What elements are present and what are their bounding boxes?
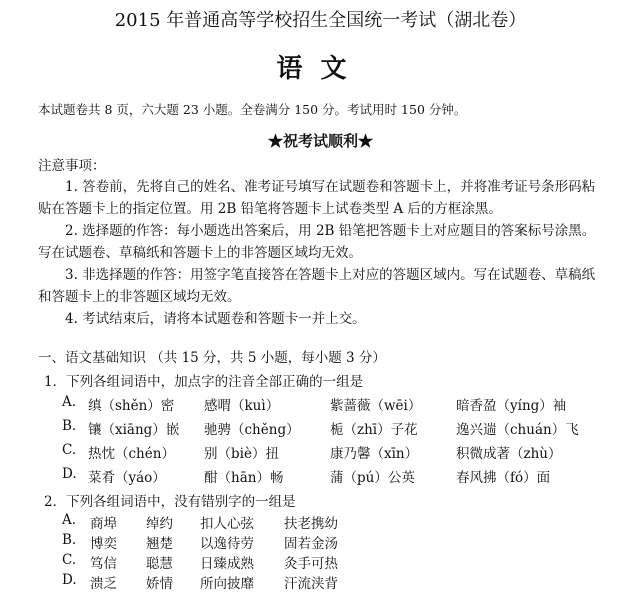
- section-1-heading: 一、语文基础知识 （共 15 分，共 5 小题，每小题 3 分）: [38, 350, 386, 366]
- option-word: 以逸待劳: [200, 536, 254, 552]
- exam-intro: 本试题卷共 8 页，六大题 23 小题。全卷满分 150 分。考试用时 150 分钟。: [38, 102, 467, 117]
- option-term: 热忱（chén）: [88, 446, 175, 462]
- option-word: 娇情: [146, 576, 173, 592]
- option-label: D.: [62, 466, 77, 482]
- option-term: 逸兴遄（chuán）飞: [456, 422, 579, 438]
- option-term: 酣（hān）畅: [204, 470, 284, 486]
- option-label: C.: [62, 442, 77, 458]
- option-term: 蒲（pú）公英: [330, 470, 415, 486]
- option-word: 博奕: [90, 536, 117, 552]
- exam-title: 2015 年普通高等学校招生全国统一考试（湖北卷）: [114, 10, 527, 31]
- question-2-stem: 2．下列各组词语中，没有错别字的一组是: [44, 494, 296, 510]
- option-term: 春风拂（fó）面: [456, 470, 551, 486]
- option-term: 镶（xiāng）嵌: [88, 422, 180, 438]
- option-term: 感喟（kuì）: [204, 398, 280, 414]
- option-term: 康乃馨（xīn）: [330, 446, 419, 462]
- option-label: D.: [62, 572, 77, 588]
- option-term: 积微成著（zhù）: [456, 446, 562, 462]
- option-term: 紫蔷薇（wēi）: [330, 398, 422, 414]
- option-word: 灸手可热: [284, 556, 338, 572]
- option-word: 笃信: [90, 556, 117, 572]
- option-word: 溃乏: [90, 576, 117, 592]
- option-term: 别（biè）扭: [204, 446, 279, 462]
- option-word: 所向披靡: [200, 576, 254, 592]
- option-word: 汗流浃背: [284, 576, 338, 592]
- option-label: B.: [62, 532, 77, 548]
- option-label: C.: [62, 552, 77, 568]
- option-term: 驰骋（chěng）: [204, 422, 300, 438]
- good-luck-banner: ★祝考试顺利★: [267, 132, 373, 150]
- notice-item-2: 2. 选择题的作答：每小题选出答案后，用 2B 铅笔把答题卡上对应题目的答案标号涂黑。写在试题卷、草稿纸和答题卡上的非答题区域均无效。: [38, 223, 596, 261]
- option-term: 菜肴（yáo）: [88, 470, 166, 486]
- question-1-stem: 1．下列各组词语中，加点字的注音全部正确的一组是: [44, 374, 364, 390]
- notice-title: 注意事项：: [38, 158, 106, 174]
- option-word: 固若金汤: [284, 536, 338, 552]
- option-word: 商埠: [90, 516, 117, 532]
- option-word: 日臻成熟: [200, 556, 254, 572]
- notice-item-1: 1. 答卷前，先将自己的姓名、准考证号填写在试题卷和答题卡上，并将准考证号条形码粘贴在答题卡上的指定位置。用 2B 铅笔将答题卡上试卷类型 A 后的方框涂黑。: [38, 179, 596, 217]
- option-label: A.: [62, 394, 77, 410]
- subject-title: 语文: [276, 54, 365, 84]
- option-word: 扶老携幼: [284, 516, 338, 532]
- option-term: 栀（zhī）子花: [330, 422, 418, 438]
- option-label: B.: [62, 418, 77, 434]
- option-term: 暗香盈（yíng）袖: [456, 398, 567, 414]
- notice-item-4: 4. 考试结束后，请将本试题卷和答题卡一并上交。: [65, 311, 366, 327]
- option-word: 聪慧: [146, 556, 173, 572]
- option-label: A.: [62, 512, 77, 528]
- option-word: 绰约: [146, 516, 173, 532]
- notice-item-3: 3. 非选择题的作答：用签字笔直接答在答题卡上对应的答题区域内。写在试题卷、草稿纸和答题卡上的非答题区域均无效。: [38, 267, 596, 305]
- option-word: 扣人心弦: [200, 516, 254, 532]
- option-word: 翘楚: [146, 536, 173, 552]
- option-term: 缜（shěn）密: [88, 398, 175, 414]
